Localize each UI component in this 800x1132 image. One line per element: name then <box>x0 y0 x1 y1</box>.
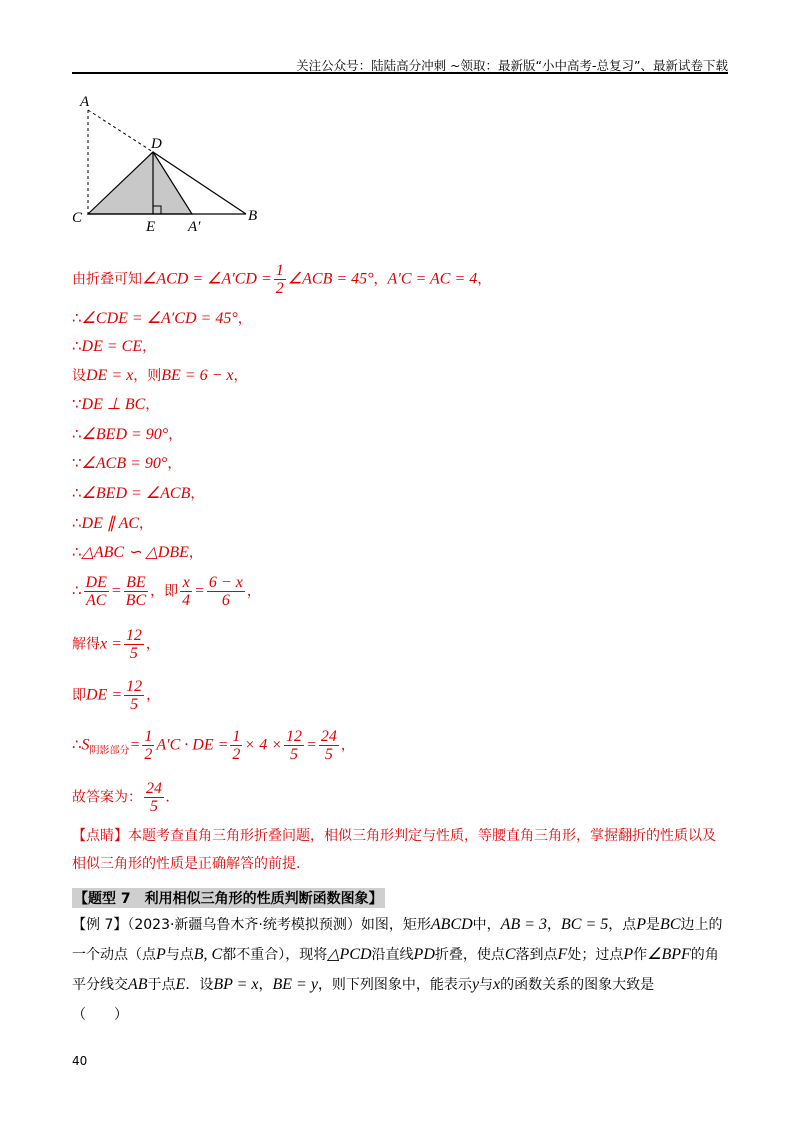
solution-line-4 <box>72 365 247 385</box>
therefore-symbol: ∴ <box>72 425 82 443</box>
equation: x = <box>100 635 122 653</box>
solution-line-7 <box>72 453 181 473</box>
equation: △ABC ∽ △DBE <box>81 544 189 561</box>
label-b: B <box>248 208 258 224</box>
numerator: 12 <box>125 627 142 644</box>
denominator: 5 <box>290 746 299 763</box>
therefore-symbol: ∴ <box>72 735 82 754</box>
section-title: 【题型 7 利用相似三角形的性质判断函数图象】 <box>72 888 385 908</box>
problem-text: 作 <box>633 947 648 963</box>
fraction <box>180 574 192 609</box>
numerator: DE <box>85 574 107 591</box>
label-d: D <box>151 136 162 152</box>
problem-text: 都不重合），现将 <box>222 947 328 963</box>
line-text: 解得 <box>72 636 100 653</box>
numerator: 6 − x <box>208 574 243 591</box>
numerator: 1 <box>275 262 284 279</box>
line-text: ，即 <box>150 583 179 600</box>
therefore-symbol: ∴ <box>72 543 82 561</box>
math: ABCD <box>430 916 473 933</box>
fraction <box>207 574 245 609</box>
separator: ， <box>373 271 388 288</box>
equation: DE = x <box>86 367 134 384</box>
equation: BE = 6 − x <box>161 367 234 384</box>
problem-text: 与点 <box>165 947 194 963</box>
problem-text: ，点 <box>608 917 637 933</box>
label-a-prime: A′ <box>188 219 201 235</box>
problem-text: 折叠，使点 <box>434 947 505 963</box>
numerator: x <box>180 574 192 592</box>
denominator: 2 <box>144 746 153 763</box>
fraction <box>274 262 286 297</box>
area-symbol: S <box>81 736 90 754</box>
equation: ∠ACB = 45° <box>287 270 374 288</box>
numerator: 12 <box>126 678 143 695</box>
math: AB <box>128 976 148 993</box>
denominator: 2 <box>275 280 284 297</box>
therefore-symbol: ∴ <box>72 484 82 502</box>
problem-text: 沿直线 <box>371 947 414 963</box>
solution-line-3 <box>72 336 156 356</box>
math: BE = y <box>272 976 318 993</box>
equation: × 4 × <box>244 736 283 754</box>
denominator: 2 <box>232 746 241 763</box>
math: AB = 3 <box>500 916 548 933</box>
page-number: 40 <box>72 1054 88 1068</box>
problem-text: 的角平分线交 <box>72 947 719 993</box>
numerator: 1 <box>232 728 241 745</box>
fraction <box>124 627 144 662</box>
math: BC <box>660 916 681 933</box>
solution-line-5 <box>72 394 159 414</box>
problem-text: 与 <box>479 977 494 993</box>
equation: DE ∥ AC <box>81 515 140 532</box>
therefore-symbol: ∴ <box>72 514 82 532</box>
problem-text: ．设 <box>185 977 214 993</box>
solution-line-6 <box>72 424 182 444</box>
line-text: 设 <box>72 368 86 384</box>
punctuation: ， <box>190 486 205 502</box>
numerator: BE <box>124 574 148 592</box>
solution-line-14 <box>72 728 355 763</box>
denominator: 6 <box>221 592 230 609</box>
punctuation: ， <box>139 516 154 532</box>
equation: DE = CE <box>81 338 143 355</box>
punctuation: ， <box>237 311 252 327</box>
math: P <box>156 946 166 963</box>
equation: ∠CDE = ∠A′CD = 45° <box>81 310 238 327</box>
fraction <box>124 678 144 713</box>
fraction <box>230 728 242 763</box>
solution-line-10 <box>72 542 203 562</box>
problem-text: 于点 <box>147 977 176 993</box>
solution-line-8 <box>72 483 204 503</box>
problem-text: 边上的一个动点（点 <box>72 917 723 963</box>
punctuation: ， <box>145 636 160 653</box>
solution-line-15 <box>72 780 170 815</box>
math: ∠BPF <box>647 946 691 963</box>
equals: = <box>129 736 141 754</box>
area-subscript: 阴影部分 <box>89 745 130 757</box>
equation: ∠BED = ∠ACB <box>81 485 191 502</box>
denominator: 5 <box>150 798 158 815</box>
punctuation: ， <box>340 737 355 754</box>
problem-text: 中， <box>472 917 501 933</box>
problem-text: 是 <box>646 917 661 933</box>
equation: DE ⊥ BC <box>81 396 146 413</box>
answer-blank: （ ） <box>72 1007 128 1023</box>
because-symbol: ∵ <box>72 454 82 472</box>
line-text: 即 <box>72 687 86 704</box>
punctuation: ， <box>146 687 161 704</box>
equation: DE = <box>86 686 123 704</box>
fraction <box>142 728 154 763</box>
solution-line-13 <box>72 678 160 713</box>
line-text: 由折叠可知 <box>72 271 142 288</box>
equation: ∠ACD = ∠A′CD = <box>142 270 272 288</box>
equation: ∠BED = 90° <box>81 426 169 443</box>
fraction <box>144 780 164 815</box>
problem-text: ， <box>258 977 273 993</box>
punctuation: ， <box>145 397 160 413</box>
geometry-figure <box>66 90 266 240</box>
numerator: 12 <box>286 728 303 745</box>
math: y <box>471 976 480 993</box>
math: C <box>504 946 516 963</box>
fraction <box>319 728 339 763</box>
equation: A′C = AC = 4 <box>387 270 478 288</box>
math: △PCD <box>327 946 372 963</box>
numerator: 24 <box>320 728 337 745</box>
fraction <box>84 574 109 609</box>
denominator: 5 <box>130 696 139 713</box>
fraction <box>284 728 304 763</box>
line-text: ，则 <box>133 368 162 384</box>
header-rule <box>72 72 728 74</box>
equals: = <box>306 736 317 754</box>
equals: = <box>194 582 205 600</box>
equals: = <box>110 582 122 600</box>
label-a: A <box>80 94 90 110</box>
numerator: 24 <box>146 780 162 797</box>
example-problem <box>72 910 728 1030</box>
therefore-symbol: ∴ <box>72 309 82 327</box>
math: F <box>557 946 568 963</box>
problem-text: 【例 7】（2023·新疆乌鲁木齐·统考模拟预测）如图，矩形 <box>72 917 431 933</box>
label-c: C <box>72 210 83 226</box>
problem-text: 的函数关系的图象大致是 <box>500 977 655 993</box>
denominator: AC <box>85 592 107 609</box>
solution-line-9 <box>72 513 153 533</box>
math: P <box>636 916 647 933</box>
label-e: E <box>146 219 156 235</box>
math: PD <box>413 946 435 963</box>
punctuation: ， <box>233 368 248 384</box>
equation: ∠ACB = 90° <box>81 455 168 472</box>
key-point-note: 【点睛】本题考查直角三角形折叠问题，相似三角形判定与性质，等腰直角三角形，掌握翻折的性质以及相似三角形的性质是正确解答的前提. <box>72 828 716 872</box>
segment-ad <box>88 110 153 152</box>
equation: A′C · DE = <box>156 736 229 754</box>
punctuation: ， <box>188 545 203 561</box>
solution-line-2 <box>72 308 252 328</box>
because-symbol: ∵ <box>72 395 82 413</box>
page-header: 关注公众号：陆陆高分冲刺 ~领取：最新版“小中高考-总复习”、最新试卷下载 <box>296 58 728 73</box>
numerator: 1 <box>144 728 153 745</box>
problem-text: 落到点 <box>515 947 558 963</box>
solution-line-1 <box>72 262 491 297</box>
punctuation: . <box>166 788 170 806</box>
math: E <box>175 976 186 993</box>
math: P <box>623 946 634 963</box>
denominator: 4 <box>182 592 191 609</box>
problem-text: 处；过点 <box>567 947 624 963</box>
solution-line-12 <box>72 627 160 662</box>
fraction <box>124 574 148 609</box>
shaded-triangle <box>88 152 192 214</box>
problem-text: ， <box>547 917 562 933</box>
punctuation: ， <box>142 339 157 355</box>
denominator: BC <box>125 592 147 609</box>
math: B, C <box>193 946 223 963</box>
denominator: 5 <box>324 746 333 763</box>
punctuation: ， <box>477 271 492 288</box>
math: BC = 5 <box>561 916 609 933</box>
line-text: 故答案为： <box>72 789 142 806</box>
math: BP = x <box>213 976 259 993</box>
therefore-symbol: ∴ <box>72 337 82 355</box>
punctuation: ， <box>246 583 261 600</box>
punctuation: ， <box>167 456 182 472</box>
therefore-symbol: ∴ <box>72 581 82 600</box>
punctuation: ， <box>168 427 183 443</box>
math: x <box>493 976 501 993</box>
problem-text: ，则下列图象中，能表示 <box>317 977 472 993</box>
solution-line-11 <box>72 574 261 609</box>
denominator: 5 <box>129 645 138 662</box>
